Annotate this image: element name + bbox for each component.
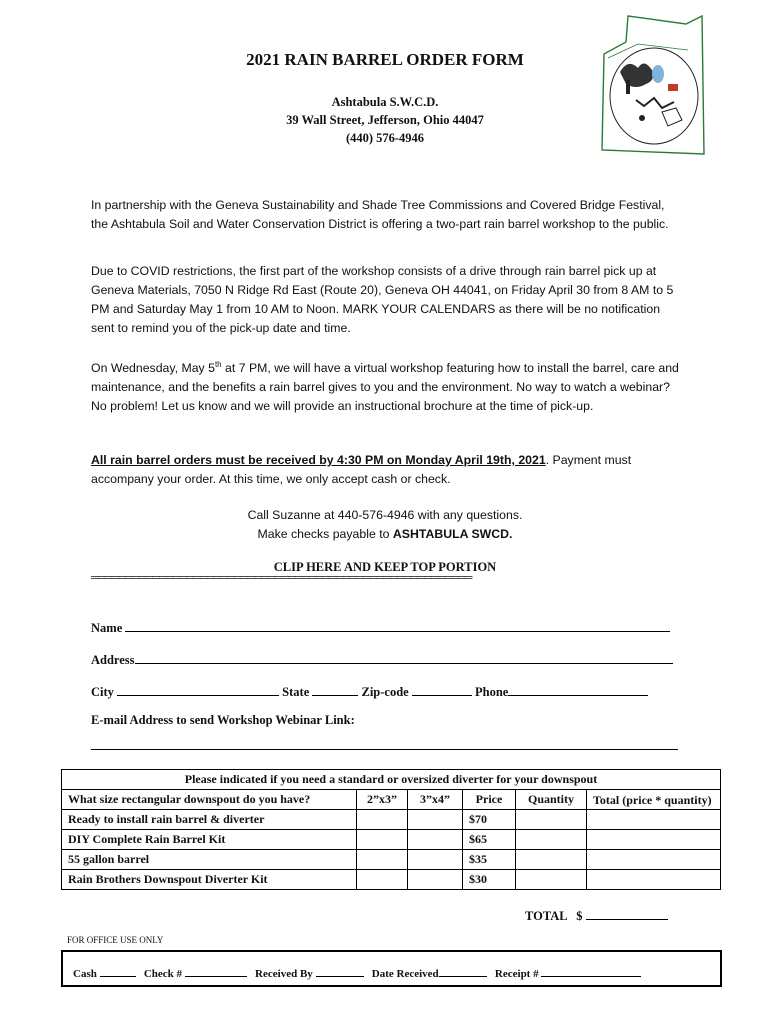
email-field[interactable] (91, 737, 678, 750)
col-header-total: Total (price * quantity) (587, 790, 721, 810)
office-fields: Cash Check # Received By Date Received Receipt # (73, 966, 641, 980)
cell-2x3[interactable] (357, 870, 408, 890)
name-field[interactable] (125, 619, 670, 632)
city-field[interactable] (117, 683, 279, 696)
table-caption: Please indicated if you need a standard or oversized diverter for your downspout (62, 770, 721, 790)
cell-2x3[interactable] (357, 830, 408, 850)
cell-3x4[interactable] (408, 850, 463, 870)
org-phone: (440) 576-4946 (345, 131, 425, 145)
item-label: DIY Complete Rain Barrel Kit (62, 830, 357, 850)
table-caption-row (62, 770, 721, 790)
cell-2x3[interactable] (357, 810, 408, 830)
cell-3x4[interactable] (408, 870, 463, 890)
order-table (61, 769, 721, 890)
deadline-paragraph: All rain barrel orders must be received by 4:30 PM on Monday April 19th, 2021. Payment must accompany your order. At this time, we only accept cash or check. (91, 453, 632, 486)
deadline-text: All rain barrel orders must be received by 4:30 PM on Monday April 19th, 2021 (91, 453, 546, 467)
date-received-field[interactable] (439, 966, 487, 977)
item-price: $65 (463, 830, 516, 850)
clip-divider: ════════════════════════════════════════════════════════ (91, 572, 472, 584)
cell-total[interactable] (587, 850, 721, 870)
contact-line: Call Suzanne at 440-576-4946 with any questions. (247, 508, 523, 522)
cell-total[interactable] (587, 810, 721, 830)
col-header-3x4: 3”x4” (408, 790, 463, 810)
address-row: Address (91, 651, 673, 668)
cell-2x3[interactable] (357, 850, 408, 870)
page-title: 2021 RAIN BARREL ORDER FORM (246, 50, 524, 69)
cell-3x4[interactable] (408, 830, 463, 850)
check-field[interactable] (185, 966, 247, 977)
intro-paragraph: In partnership with the Geneva Sustainability and Shade Tree Commissions and Covered Bridge Festival, the Ashtabula Soil and Water Conservation District is offering a two-part rain barrel workshop to the public. (91, 198, 669, 231)
total-row (525, 907, 668, 924)
item-price: $70 (463, 810, 516, 830)
item-label: Rain Brothers Downspout Diverter Kit (62, 870, 357, 890)
clip-label: CLIP HERE AND KEEP TOP PORTION (273, 560, 497, 574)
org-name: Ashtabula S.W.C.D. (331, 95, 439, 109)
col-header-size: What size rectangular downspout do you have? (62, 790, 357, 810)
cell-total[interactable] (587, 830, 721, 850)
col-header-price: Price (463, 790, 516, 810)
total-field[interactable] (586, 907, 668, 920)
pickup-paragraph: Due to COVID restrictions, the first part of the workshop consists of a drive through rain barrel pick up at Geneva Materials, 7050 N Ridge Rd East (Route 20), Geneva OH 44041, on Friday April 30 from 8 AM to 5 PM and Saturday May 1 from 10 AM to Noon. MARK YOUR CALENDARS as there will be no notification sent to remind you of the pick-up date and time. (91, 264, 674, 335)
cell-quantity[interactable] (516, 870, 587, 890)
item-label: 55 gallon barrel (62, 850, 357, 870)
state-field[interactable] (312, 683, 358, 696)
table-row (62, 810, 721, 830)
phone-field[interactable] (508, 683, 648, 696)
checks-line: Make checks payable to ASHTABULA SWCD. (257, 527, 513, 541)
office-label: FOR OFFICE USE ONLY (67, 935, 164, 945)
city-row: City State Zip-code Phone (91, 683, 648, 700)
org-address: 39 Wall Street, Jefferson, Ohio 44047 (286, 113, 484, 127)
county-map-logo-icon (598, 14, 708, 156)
table-header-row (62, 790, 721, 810)
address-field[interactable] (135, 651, 673, 664)
receipt-field[interactable] (541, 966, 641, 977)
cell-quantity[interactable] (516, 830, 587, 850)
item-label: Ready to install rain barrel & diverter (62, 810, 357, 830)
cell-quantity[interactable] (516, 810, 587, 830)
item-price: $30 (463, 870, 516, 890)
item-price: $35 (463, 850, 516, 870)
name-row: Name (91, 619, 670, 636)
col-header-quantity: Quantity (516, 790, 587, 810)
workshop-paragraph: On Wednesday, May 5th at 7 PM, we will have a virtual workshop featuring how to install the barrel, care and maintenance, and the benefits a rain barrel gives to you and the environment. No way to watch a webinar? No problem! Let us know and we will provide an instructional brochure at the time of pick-up. (91, 360, 679, 414)
table-row (62, 830, 721, 850)
cash-field[interactable] (100, 966, 136, 977)
table-row (62, 870, 721, 890)
total-label: TOTAL $ (525, 909, 583, 923)
received-by-field[interactable] (316, 966, 364, 977)
table-row (62, 850, 721, 870)
email-label: E-mail Address to send Workshop Webinar Link: (91, 713, 355, 727)
cell-3x4[interactable] (408, 810, 463, 830)
cell-quantity[interactable] (516, 850, 587, 870)
cell-total[interactable] (587, 870, 721, 890)
col-header-2x3: 2”x3” (357, 790, 408, 810)
zip-field[interactable] (412, 683, 472, 696)
